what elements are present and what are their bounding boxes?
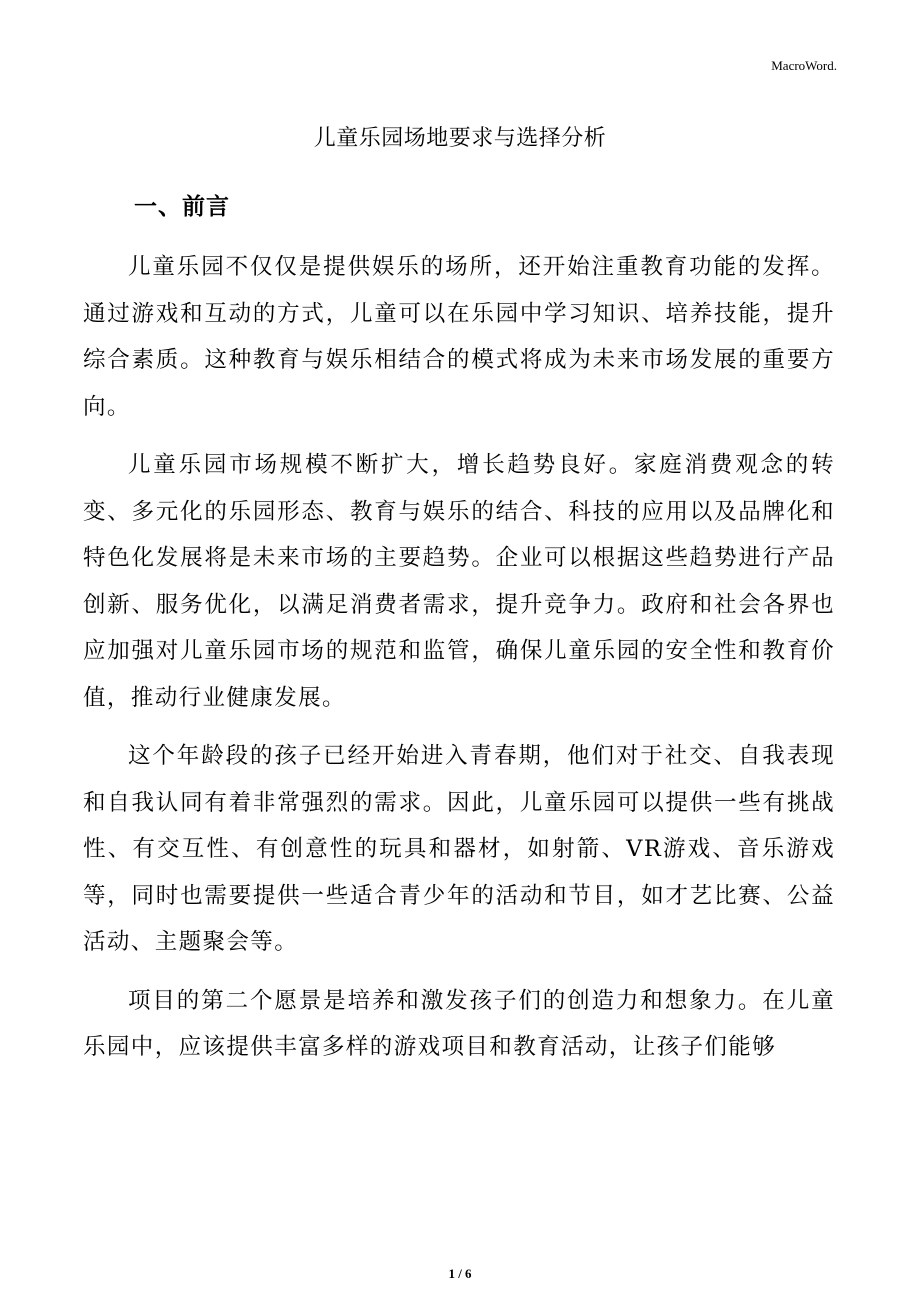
paragraph-2: 儿童乐园市场规模不断扩大，增长趋势良好。家庭消费观念的转变、多元化的乐园形态、教育与娱乐的结合、科技的应用以及品牌化和特色化发展将是未来市场的主要趋势。企业可以根据这些趋势进行产品创新、服务优化，以满足消费者需求，提升竞争力。政府和社会各界也应加强对儿童乐园市场的规范和监管，确保儿童乐园的安全性和教育价值，推动行业健康发展。 bbox=[83, 452, 835, 711]
section-heading: 一、前言 bbox=[134, 194, 230, 220]
header-brand: MacroWord. bbox=[771, 58, 837, 73]
paragraph-3: 这个年龄段的孩子已经开始进入青春期，他们对于社交、自我表现和自我认同有着非常强烈的需求。因此，儿童乐园可以提供一些有挑战性、有交互性、有创意性的玩具和器材，如射箭、VR游戏、音乐游戏等，同时也需要提供一些适合青少年的活动和节目，如才艺比赛、公益活动、主题聚会等。 bbox=[83, 743, 835, 955]
page-number: 1 / 6 bbox=[448, 1266, 472, 1281]
document-title: 儿童乐园场地要求与选择分析 bbox=[313, 126, 607, 151]
paragraph-4: 项目的第二个愿景是培养和激发孩子们的创造力和想象力。在儿童乐园中，应该提供丰富多样的游戏项目和教育活动，让孩子们能够 bbox=[83, 987, 835, 1060]
document-body bbox=[83, 244, 835, 1083]
paragraph-1: 儿童乐园不仅仅是提供娱乐的场所，还开始注重教育功能的发挥。通过游戏和互动的方式，儿童可以在乐园中学习知识、培养技能，提升综合素质。这种教育与娱乐相结合的模式将成为未来市场发展的重要方向。 bbox=[83, 254, 835, 420]
